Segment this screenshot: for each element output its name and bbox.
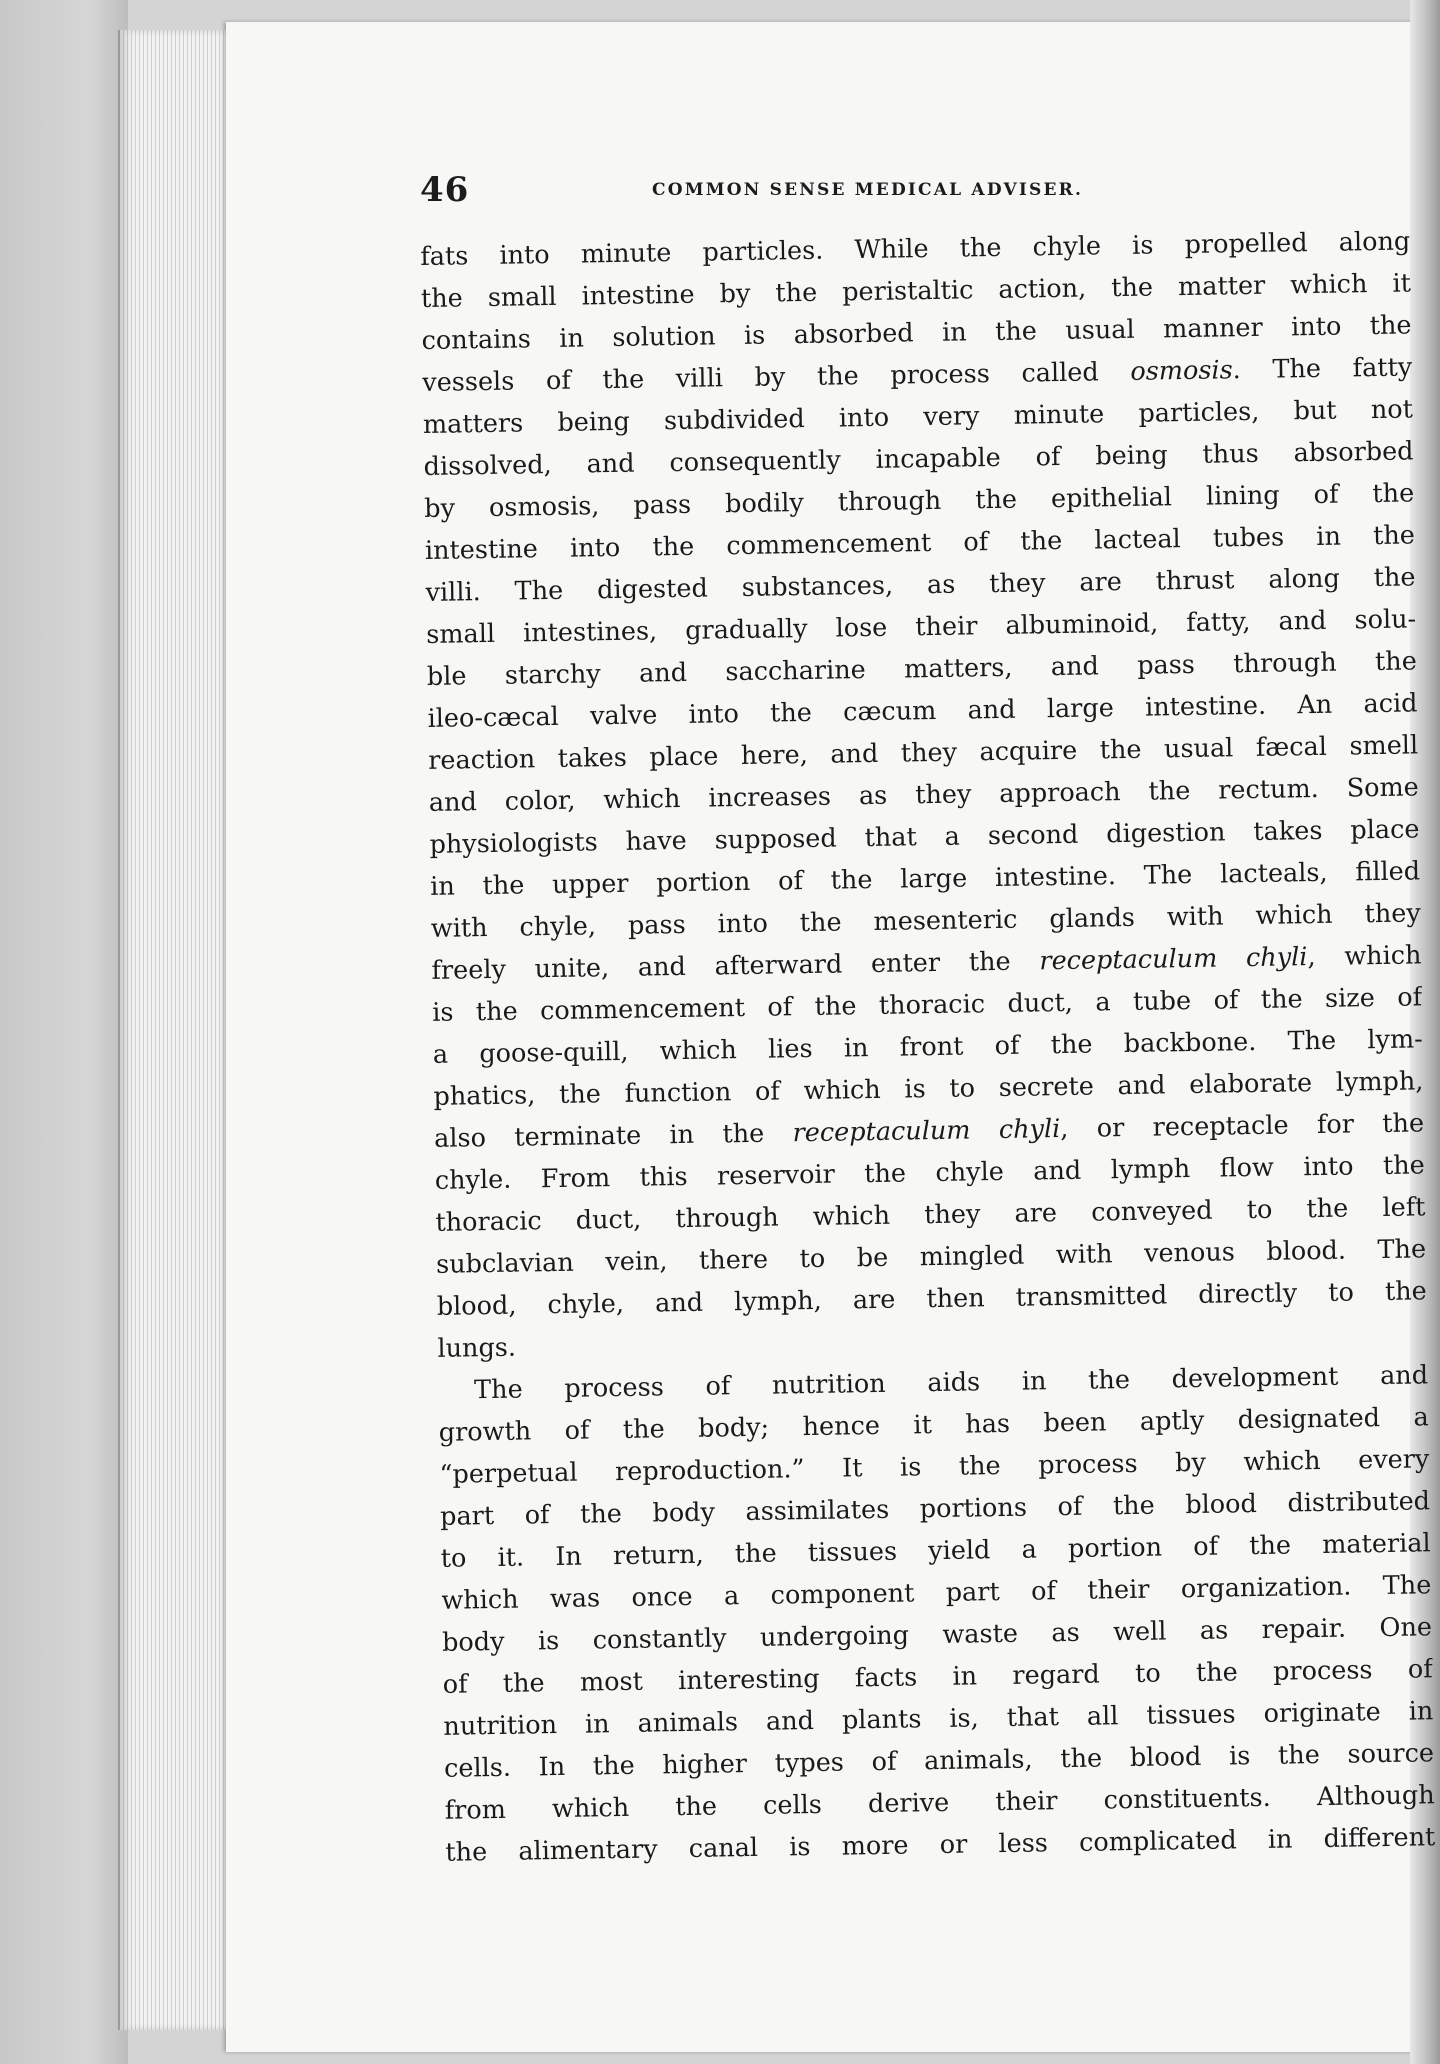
text-line: in the upper portion of the large intestine. The lacteals, filled <box>429 856 1421 902</box>
text-line: lungs. <box>437 1332 517 1364</box>
text-line: villi. The digested substances, as they are thrust along the <box>425 562 1416 608</box>
text-line: thoracic duct, through which they are conveyed to the left <box>435 1192 1426 1238</box>
text-line: physiologists have supposed that a second digestion takes place <box>429 814 1420 860</box>
paragraph-1 <box>420 220 1428 1369</box>
text-line: chyle. From this reservoir the chyle and lymph flow into the <box>434 1150 1425 1196</box>
text-line: dissolved, and consequently incapable of being thus absorbed <box>423 436 1414 482</box>
text-line: freely unite, and afterward enter the receptaculum chyli, which <box>431 940 1422 986</box>
text-line: small intestines, gradually lose their albuminoid, fatty, and solu- <box>426 604 1417 650</box>
text-line: reaction takes place here, and they acquire the usual fæcal smell <box>428 730 1419 776</box>
text-line: which was once a component part of their organization. The <box>441 1570 1432 1616</box>
text-line: “perpetual reproduction.” It is the process by which every <box>439 1444 1430 1490</box>
text-line: ileo-cæcal valve into the cæcum and large intestine. An acid <box>427 688 1418 734</box>
page-number: 46 <box>420 170 470 210</box>
text-line: and color, which increases as they approach the rectum. Some <box>428 772 1420 818</box>
text-line: fats into minute particles. While the chyle is propelled along <box>420 226 1411 272</box>
text-line: a goose-quill, which lies in front of the backbone. The lym- <box>432 1024 1423 1070</box>
text-line: cells. In the higher types of animals, the blood is the source <box>443 1738 1435 1784</box>
book-page-edges <box>118 30 230 2030</box>
text-line: the alimentary canal is more or less complicated in different <box>445 1822 1436 1868</box>
text-line: from which the cells derive their constituents. Although <box>444 1780 1435 1826</box>
text-line: body is constantly undergoing waste as well as repair. One <box>441 1612 1433 1658</box>
text-line: ble starchy and saccharine matters, and pass through the <box>426 646 1418 692</box>
scan-background-left <box>0 0 128 2064</box>
page-header <box>420 170 1160 216</box>
running-title: COMMON SENSE MEDICAL ADVISER. <box>652 180 1084 200</box>
text-line: of the most interesting facts in regard to the process of <box>442 1654 1433 1700</box>
text-line: subclavian vein, there to be mingled with venous blood. The <box>435 1234 1427 1280</box>
text-line: with chyle, pass into the mesenteric glands with which they <box>430 898 1421 944</box>
text-line: intestine into the commencement of the lacteal tubes in the <box>424 520 1416 566</box>
text-line: The process of nutrition aids in the development and <box>473 1360 1429 1406</box>
paragraph-2 <box>438 1354 1436 1873</box>
text-line: is the commencement of the thoracic duct, a tube of the size of <box>431 982 1423 1028</box>
text-line: matters being subdivided into very minute particles, but not <box>422 394 1414 440</box>
text-line: blood, chyle, and lymph, are then transmitted directly to the <box>436 1276 1427 1322</box>
text-line: phatics, the function of which is to secrete and elaborate lymph, <box>433 1066 1424 1112</box>
text-line: part of the body assimilates portions of the blood distributed <box>439 1486 1431 1532</box>
body-text <box>420 220 1436 1873</box>
text-line: by osmosis, pass bodily through the epithelial lining of the <box>424 478 1415 524</box>
text-line: also terminate in the receptaculum chyli, or receptacle for the <box>433 1108 1425 1154</box>
text-line: contains in solution is absorbed in the usual manner into the <box>421 310 1412 356</box>
text-line: vessels of the villi by the process called osmosis. The fatty <box>422 352 1413 398</box>
text-line: the small intestine by the peristaltic action, the matter which it <box>420 268 1412 314</box>
text-line: nutrition in animals and plants is, that all tissues originate in <box>443 1696 1434 1742</box>
text-line: growth of the body; hence it has been aptly designated a <box>438 1402 1429 1448</box>
text-line: to it. In return, the tissues yield a portion of the material <box>440 1528 1431 1574</box>
